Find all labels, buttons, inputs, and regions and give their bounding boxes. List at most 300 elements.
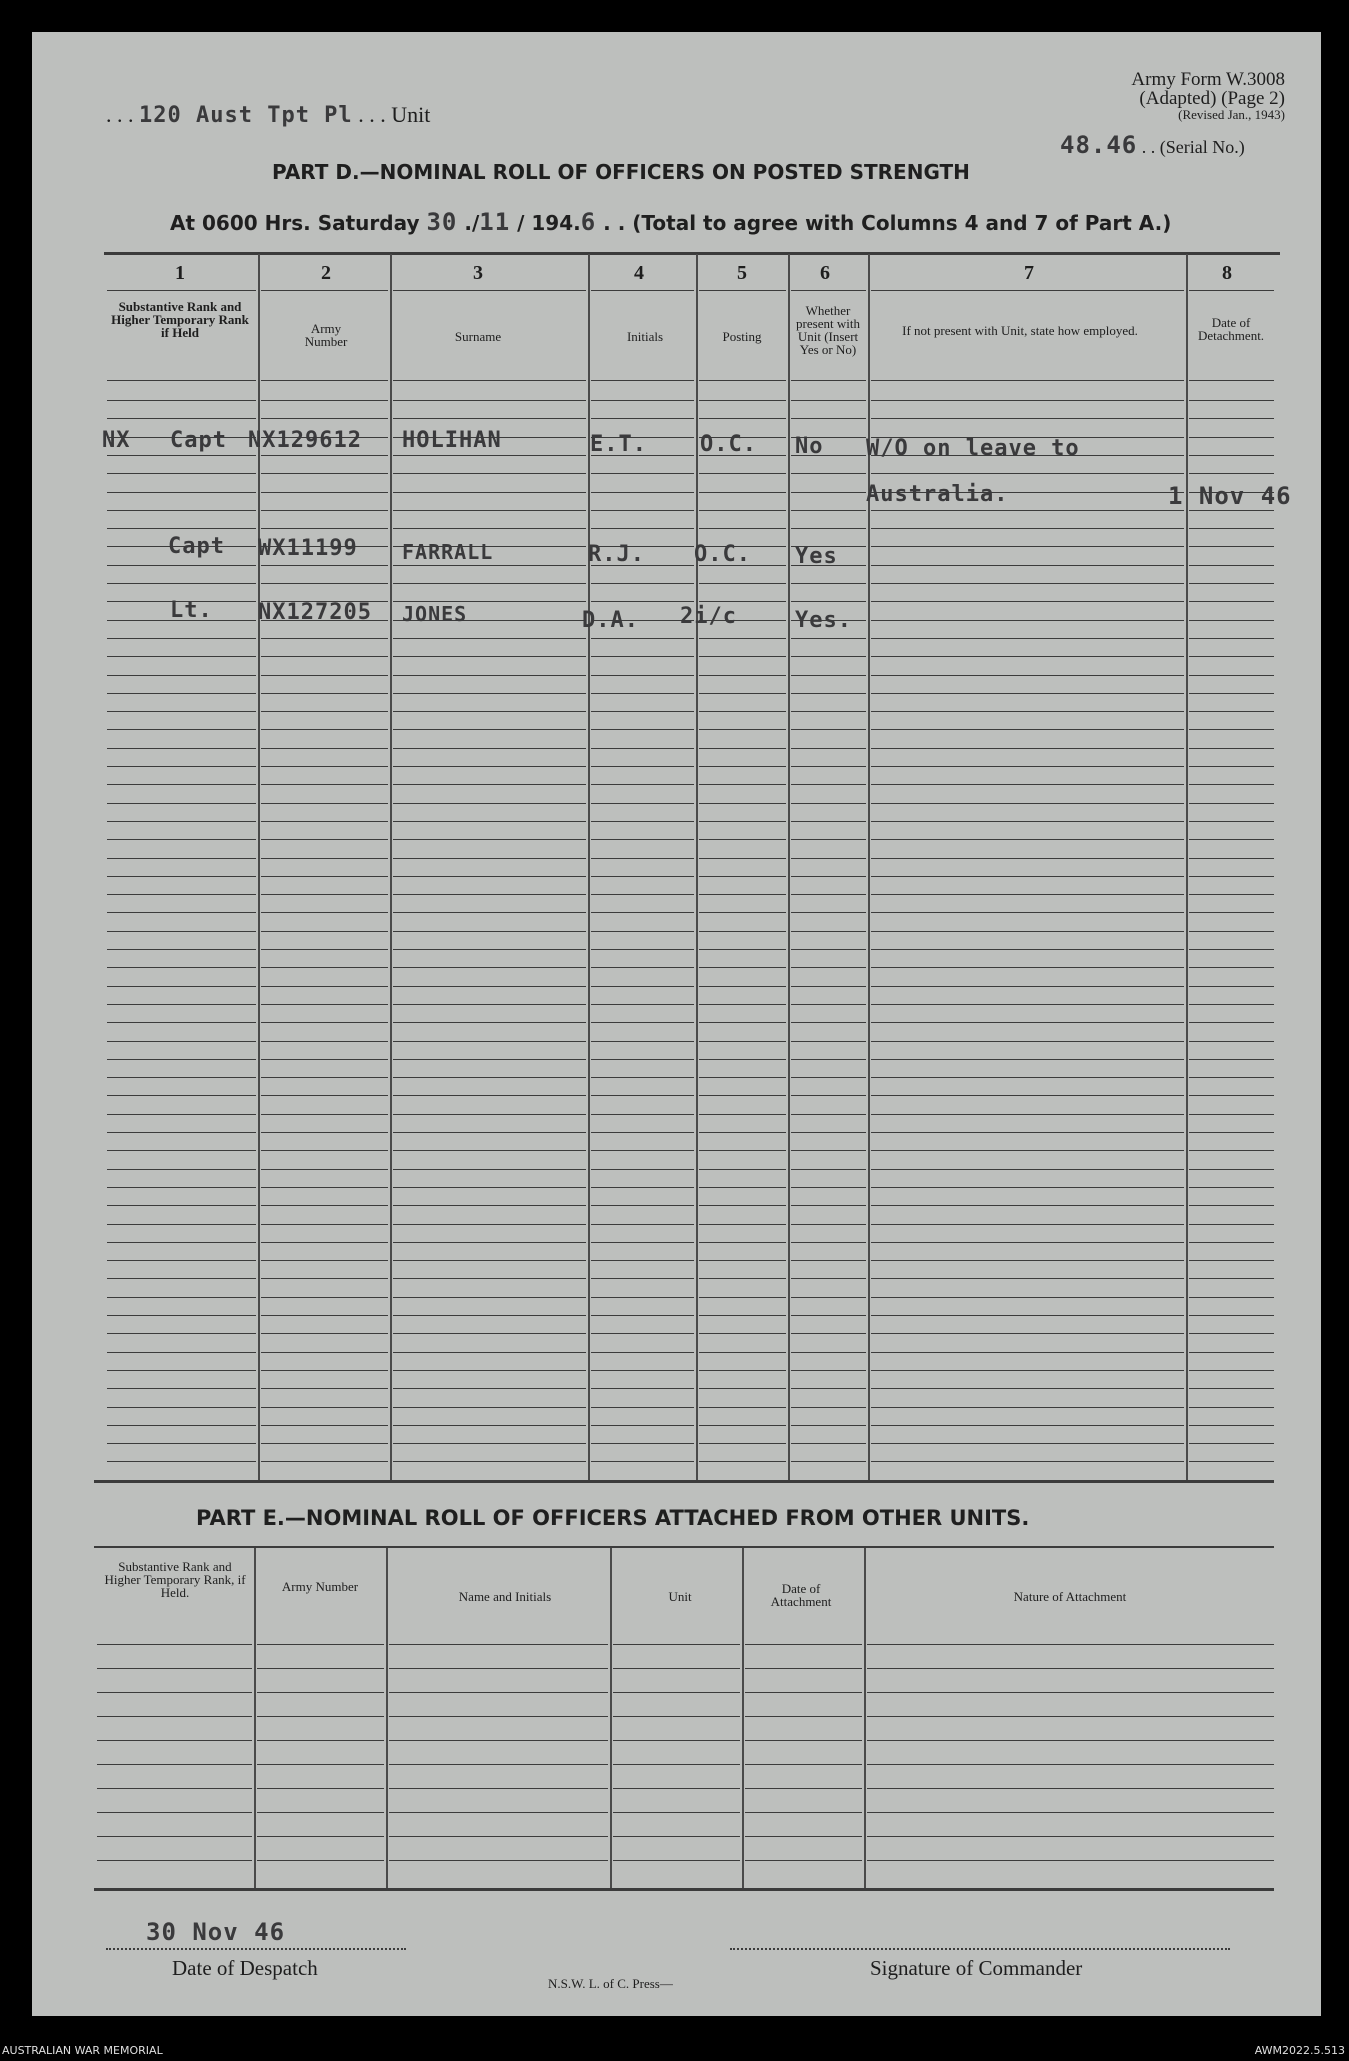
part-d-row-rule-58-seg-7 — [1189, 1461, 1274, 1462]
part-d-row-rule-56-seg-7 — [1189, 1425, 1274, 1426]
part-e-row-rule-1-seg-1 — [257, 1668, 384, 1669]
row-3-surname: FARRALL — [402, 540, 494, 564]
part-d-row-rule-25-seg-5 — [791, 858, 866, 859]
part-d-row-rule-33-seg-1 — [261, 1004, 388, 1005]
part-d-row-rule-7-seg-5 — [791, 528, 866, 529]
part-d-row-rule-22-seg-5 — [791, 803, 866, 804]
part-d-row-rule-53-seg-4 — [699, 1370, 786, 1371]
part-d-row-rule-27-seg-7 — [1189, 894, 1274, 895]
part-d-row-rule-5-seg-2 — [393, 492, 586, 493]
part-d-row-rule-42-seg-5 — [791, 1169, 866, 1170]
part-d-row-rule-58-seg-6 — [871, 1461, 1184, 1462]
part-d-row-rule-45-seg-7 — [1189, 1224, 1274, 1225]
part-d-row-rule-30-seg-2 — [393, 949, 586, 950]
part-e-row-rule-0-seg-0 — [97, 1644, 252, 1645]
part-d-row-rule-27-seg-6 — [871, 894, 1184, 895]
part-d-row-rule-30-seg-6 — [871, 949, 1184, 950]
part-d-row-rule-26-seg-2 — [393, 876, 586, 877]
part-d-row-rule-56-seg-5 — [791, 1425, 866, 1426]
part-d-row-rule-56-seg-3 — [591, 1425, 694, 1426]
part-d-row-rule-58-seg-0 — [107, 1461, 256, 1462]
row-4-present: Yes. — [795, 608, 852, 633]
col-header-employed: If not present with Unit, state how employed. — [902, 323, 1138, 338]
part-d-row-rule-1-seg-5 — [791, 418, 866, 419]
part-d-row-rule-57-seg-5 — [791, 1443, 866, 1444]
part-d-row-rule-16-seg-0 — [107, 693, 256, 694]
part-d-row-rule-53-seg-6 — [871, 1370, 1184, 1371]
row-1-prefix: NX — [102, 428, 131, 453]
part-d-row-rule-33-seg-0 — [107, 1004, 256, 1005]
row-3-initials: R.J. — [588, 542, 645, 567]
part-d-row-rule-27-seg-4 — [699, 894, 786, 895]
part-d-row-rule-23-seg-4 — [699, 821, 786, 822]
unit-line — [106, 102, 430, 128]
part-e-row-rule-9-seg-0 — [97, 1860, 252, 1861]
part-d-row-rule-24-seg-4 — [699, 839, 786, 840]
part-d-row-rule-15-seg-0 — [107, 675, 256, 676]
part-e-row-rule-5-seg-0 — [97, 1764, 252, 1765]
unit-label: . . . Unit — [358, 102, 431, 127]
part-d-row-rule-44-seg-6 — [871, 1205, 1184, 1206]
part-d-row-rule-30-seg-0 — [107, 949, 256, 950]
part-d-row-rule-50-seg-2 — [393, 1315, 586, 1316]
part-d-row-rule-18-seg-2 — [393, 729, 586, 730]
part-d-row-rule-29-seg-3 — [591, 931, 694, 932]
part-d-row-rule-44-seg-7 — [1189, 1205, 1274, 1206]
unit-prefix: . . . — [106, 102, 134, 127]
part-d-row-rule-41-seg-6 — [871, 1150, 1184, 1151]
part-d-row-rule-46-seg-2 — [393, 1242, 586, 1243]
part-d-row-rule-29-seg-6 — [871, 931, 1184, 932]
row-4-number: NX127205 — [258, 600, 372, 625]
part-d-row-rule-3-seg-1 — [261, 455, 388, 456]
row-1-initials: E.T. — [590, 432, 647, 457]
signature-dotted-line — [730, 1948, 1230, 1950]
part-d-row-rule-31-seg-7 — [1189, 967, 1274, 968]
part-d-row-rule-26-seg-7 — [1189, 876, 1274, 877]
date-month: 11 — [479, 208, 511, 236]
part-d-row-rule-18-seg-6 — [871, 729, 1184, 730]
part-e-row-rule-9-seg-3 — [613, 1860, 740, 1861]
part-d-row-rule-1-seg-3 — [591, 418, 694, 419]
part-d-row-rule-23-seg-3 — [591, 821, 694, 822]
part-d-row-rule-46-seg-6 — [871, 1242, 1184, 1243]
part-d-row-rule-49-seg-5 — [791, 1297, 866, 1298]
part-d-row-rule-24-seg-5 — [791, 839, 866, 840]
part-d-row-rule-43-seg-0 — [107, 1187, 256, 1188]
row-2-employed: Australia. — [866, 482, 1009, 507]
part-d-row-rule-52-seg-2 — [393, 1352, 586, 1353]
part-d-row-rule-47-seg-4 — [699, 1260, 786, 1261]
part-d-row-rule-20-seg-6 — [871, 766, 1184, 767]
part-d-row-rule-10-seg-1 — [261, 583, 388, 584]
part-d-row-rule-10-seg-4 — [699, 583, 786, 584]
part-d-row-rule-49-seg-2 — [393, 1297, 586, 1298]
part-d-row-rule-19-seg-1 — [261, 748, 388, 749]
part-d-row-rule-20-seg-3 — [591, 766, 694, 767]
part-d-row-rule-7-seg-6 — [871, 528, 1184, 529]
part-d-row-rule-37-seg-1 — [261, 1077, 388, 1078]
part-d-row-rule-23-seg-2 — [393, 821, 586, 822]
part-d-row-rule-52-seg-4 — [699, 1352, 786, 1353]
part-d-row-rule-55-seg-1 — [261, 1407, 388, 1408]
part-d-row-rule-51-seg-5 — [791, 1333, 866, 1334]
part-d-title: PART D.—NOMINAL ROLL OF OFFICERS ON POSTED STRENGTH — [272, 160, 970, 184]
part-d-row-rule-43-seg-2 — [393, 1187, 586, 1188]
part-d-row-rule-33-seg-4 — [699, 1004, 786, 1005]
part-d-row-rule-40-seg-2 — [393, 1132, 586, 1133]
part-d-row-rule-13-seg-4 — [699, 638, 786, 639]
part-d-row-rule-28-seg-6 — [871, 912, 1184, 913]
part-d-row-rule-11-seg-3 — [591, 601, 694, 602]
part-d-row-rule-0-seg-5 — [791, 400, 866, 401]
part-d-row-rule-54-seg-2 — [393, 1388, 586, 1389]
row-1-posting: O.C. — [700, 432, 757, 457]
part-d-header-rule-seg-3 — [591, 290, 694, 291]
part-d-row-rule-44-seg-1 — [261, 1205, 388, 1206]
part-d-row-rule-56-seg-4 — [699, 1425, 786, 1426]
part-d-row-rule-42-seg-0 — [107, 1169, 256, 1170]
part-d-row-rule-53-seg-3 — [591, 1370, 694, 1371]
part-d-row-rule-1-seg-6 — [871, 418, 1184, 419]
part-e-row-rule-5-seg-2 — [389, 1764, 608, 1765]
part-d-row-rule-19-seg-0 — [107, 748, 256, 749]
part-e-row-rule-6-seg-1 — [257, 1788, 384, 1789]
part-d-row-rule-52-seg-6 — [871, 1352, 1184, 1353]
part-d-row-rule-42-seg-1 — [261, 1169, 388, 1170]
part-d-row-rule-54-seg-7 — [1189, 1388, 1274, 1389]
part-d-row-rule-18-seg-4 — [699, 729, 786, 730]
part-d-row-rule-33-seg-3 — [591, 1004, 694, 1005]
part-d-row-rule-24-seg-6 — [871, 839, 1184, 840]
part-d-row-rule-58-seg-5 — [791, 1461, 866, 1462]
part-d-row-rule-51-seg-3 — [591, 1333, 694, 1334]
col-num-8: 8 — [1222, 262, 1232, 284]
part-e-row-rule-8-seg-4 — [745, 1836, 862, 1837]
part-d-row-rule-18-seg-1 — [261, 729, 388, 730]
part-d-row-rule-16-seg-3 — [591, 693, 694, 694]
part-d-row-rule-16-seg-4 — [699, 693, 786, 694]
part-d-row-rule-32-seg-4 — [699, 986, 786, 987]
part-d-row-rule-23-seg-5 — [791, 821, 866, 822]
part-e-row-rule-1-seg-5 — [867, 1668, 1274, 1669]
part-d-row-rule-6-seg-5 — [791, 510, 866, 511]
part-e-col-line-1 — [254, 1548, 256, 1888]
part-d-row-rule-33-seg-6 — [871, 1004, 1184, 1005]
row-4-posting: 2i/c — [680, 604, 737, 629]
signature-label: Signature of Commander — [870, 1956, 1083, 1980]
col-num-6: 6 — [820, 262, 830, 284]
part-d-row-rule-43-seg-6 — [871, 1187, 1184, 1188]
part-d-row-rule-44-seg-0 — [107, 1205, 256, 1206]
part-d-row-rule-38-seg-6 — [871, 1095, 1184, 1096]
part-d-row-rule-22-seg-7 — [1189, 803, 1274, 804]
part-d-row-rule-14-seg-7 — [1189, 656, 1274, 657]
part-d-row-rule-17-seg-0 — [107, 711, 256, 712]
part-d-row-rule-40-seg-1 — [261, 1132, 388, 1133]
part-d-col-line-2 — [390, 254, 392, 1480]
part-d-row-rule-44-seg-5 — [791, 1205, 866, 1206]
part-d-row-rule-39-seg-0 — [107, 1114, 256, 1115]
part-d-row-rule-51-seg-1 — [261, 1333, 388, 1334]
part-d-row-rule-22-seg-2 — [393, 803, 586, 804]
part-d-row-rule-33-seg-2 — [393, 1004, 586, 1005]
part-d-row-rule-37-seg-6 — [871, 1077, 1184, 1078]
part-d-row-rule-5-seg-1 — [261, 492, 388, 493]
part-d-row-rule-33-seg-7 — [1189, 1004, 1274, 1005]
row-2-date: 1 Nov 46 — [1168, 482, 1292, 510]
part-e-col-line-2 — [386, 1548, 388, 1888]
part-d-row-rule-43-seg-3 — [591, 1187, 694, 1188]
part-d-row-rule-25-seg-3 — [591, 858, 694, 859]
part-d-row-rule-51-seg-2 — [393, 1333, 586, 1334]
part-d-row-rule-43-seg-7 — [1189, 1187, 1274, 1188]
part-d-row-rule-39-seg-6 — [871, 1114, 1184, 1115]
part-d-row-rule-40-seg-7 — [1189, 1132, 1274, 1133]
part-d-row-rule-20-seg-5 — [791, 766, 866, 767]
part-d-row-rule-20-seg-1 — [261, 766, 388, 767]
row-3-present: Yes — [795, 544, 838, 569]
part-d-header-rule-seg-5 — [791, 290, 866, 291]
row-1-surname: HOLIHAN — [402, 428, 502, 453]
col-header-rank: Substantive Rank and Higher Temporary Rank if Held — [111, 299, 249, 340]
part-d-row-rule-10-seg-6 — [871, 583, 1184, 584]
part-d-row-rule-21-seg-4 — [699, 784, 786, 785]
part-d-row-rule-31-seg-0 — [107, 967, 256, 968]
row-4-initials: D.A. — [582, 608, 639, 633]
part-d-row-rule-29-seg-0 — [107, 931, 256, 932]
at-prefix: At 0600 Hrs. Saturday — [170, 211, 420, 235]
part-d-row-rule-35-seg-4 — [699, 1041, 786, 1042]
part-d-row-rule-45-seg-2 — [393, 1224, 586, 1225]
part-d-row-rule-50-seg-0 — [107, 1315, 256, 1316]
pe-header-army-number: Army Number — [281, 1579, 359, 1594]
part-d-row-rule-36-seg-2 — [393, 1059, 586, 1060]
part-d-row-rule-13-seg-5 — [791, 638, 866, 639]
part-d-row-rule-10-seg-2 — [393, 583, 586, 584]
part-d-row-rule-41-seg-4 — [699, 1150, 786, 1151]
part-d-row-rule-35-seg-3 — [591, 1041, 694, 1042]
part-d-row-rule-7-seg-3 — [591, 528, 694, 529]
part-d-row-rule-42-seg-4 — [699, 1169, 786, 1170]
part-d-row-rule-25-seg-7 — [1189, 858, 1274, 859]
row-3-number: WX11199 — [258, 536, 358, 561]
part-d-row-rule-54-seg-4 — [699, 1388, 786, 1389]
part-d-row-rule-51-seg-0 — [107, 1333, 256, 1334]
part-d-row-rule-1-seg-4 — [699, 418, 786, 419]
part-d-row-rule-25-seg-1 — [261, 858, 388, 859]
part-d-row-rule-9-seg-6 — [871, 565, 1184, 566]
part-d-row-rule-0-seg-3 — [591, 400, 694, 401]
col-header-initials: Initials — [626, 329, 664, 344]
part-d-row-rule-57-seg-0 — [107, 1443, 256, 1444]
part-e-row-rule-3-seg-3 — [613, 1716, 740, 1717]
part-d-row-rule-47-seg-1 — [261, 1260, 388, 1261]
part-e-row-rule-3-seg-1 — [257, 1716, 384, 1717]
part-d-row-rule-38-seg-5 — [791, 1095, 866, 1096]
part-e-col-line-5 — [864, 1548, 866, 1888]
col-num-1: 1 — [175, 262, 185, 284]
part-d-row-rule-6-seg-0 — [107, 510, 256, 511]
part-d-row-rule-9-seg-1 — [261, 565, 388, 566]
press-imprint: N.S.W. L. of C. Press— — [548, 1976, 673, 1991]
part-d-row-rule-49-seg-4 — [699, 1297, 786, 1298]
part-d-row-rule-51-seg-6 — [871, 1333, 1184, 1334]
part-e-row-rule-8-seg-2 — [389, 1836, 608, 1837]
part-e-row-rule-9-seg-2 — [389, 1860, 608, 1861]
part-d-row-rule-11-seg-5 — [791, 601, 866, 602]
part-d-row-rule-30-seg-4 — [699, 949, 786, 950]
part-d-row-rule-9-seg-2 — [393, 565, 586, 566]
part-d-date-line: At 0600 Hrs. Saturday 30 ./11 / 194.6 . . (Total to agree with Columns 4 and 7 of Part A.) — [170, 208, 1172, 236]
part-d-row-rule-7-seg-1 — [261, 528, 388, 529]
part-d-row-rule-43-seg-5 — [791, 1187, 866, 1188]
part-d-row-rule-14-seg-4 — [699, 656, 786, 657]
form-name: Army Form W.3008 — [1131, 69, 1285, 90]
part-d-row-rule-10-seg-5 — [791, 583, 866, 584]
part-d-row-rule-46-seg-0 — [107, 1242, 256, 1243]
col-num-4: 4 — [634, 262, 644, 284]
part-d-row-rule-32-seg-7 — [1189, 986, 1274, 987]
part-d-row-rule-36-seg-5 — [791, 1059, 866, 1060]
part-e-row-rule-5-seg-4 — [745, 1764, 862, 1765]
part-d-row-rule-18-seg-3 — [591, 729, 694, 730]
part-d-row-rule-21-seg-2 — [393, 784, 586, 785]
part-d-row-rule-21-seg-7 — [1189, 784, 1274, 785]
part-d-row-rule-15-seg-1 — [261, 675, 388, 676]
part-d-row-rule-17-seg-1 — [261, 711, 388, 712]
part-d-row-rule-17-seg-6 — [871, 711, 1184, 712]
part-d-row-rule-51-seg-4 — [699, 1333, 786, 1334]
part-e-row-rule-2-seg-3 — [613, 1692, 740, 1693]
part-e-row-rule-6-seg-3 — [613, 1788, 740, 1789]
part-e-row-rule-0-seg-2 — [389, 1644, 608, 1645]
part-d-row-rule-32-seg-6 — [871, 986, 1184, 987]
part-d-row-rule-52-seg-0 — [107, 1352, 256, 1353]
part-d-row-rule-39-seg-2 — [393, 1114, 586, 1115]
part-d-row-rule-19-seg-5 — [791, 748, 866, 749]
part-d-row-rule-50-seg-3 — [591, 1315, 694, 1316]
part-d-row-rule-41-seg-5 — [791, 1150, 866, 1151]
part-d-row-rule-52-seg-7 — [1189, 1352, 1274, 1353]
part-d-row-rule-35-seg-2 — [393, 1041, 586, 1042]
part-e-row-rule-0-seg-3 — [613, 1644, 740, 1645]
part-d-row-rule-35-seg-7 — [1189, 1041, 1274, 1042]
part-d-row-rule-35-seg-1 — [261, 1041, 388, 1042]
part-d-row-rule-7-seg-7 — [1189, 528, 1274, 529]
part-d-row-rule-21-seg-6 — [871, 784, 1184, 785]
part-d-row-rule-39-seg-5 — [791, 1114, 866, 1115]
part-d-row-rule-5-seg-0 — [107, 492, 256, 493]
part-d-row-rule-41-seg-7 — [1189, 1150, 1274, 1151]
part-d-row-rule-1-seg-1 — [261, 418, 388, 419]
col-num-5: 5 — [737, 262, 747, 284]
pe-header-rank: Substantive Rank and Higher Temporary Rank, if Held. — [104, 1559, 246, 1600]
part-d-row-rule-27-seg-1 — [261, 894, 388, 895]
part-d-row-rule-28-seg-7 — [1189, 912, 1274, 913]
date-year-digit: 6 — [580, 208, 597, 236]
part-e-row-rule-7-seg-1 — [257, 1812, 384, 1813]
part-d-row-rule-57-seg-4 — [699, 1443, 786, 1444]
part-d-row-rule-10-seg-0 — [107, 583, 256, 584]
part-d-row-rule-29-seg-4 — [699, 931, 786, 932]
part-d-row-rule-43-seg-4 — [699, 1187, 786, 1188]
part-d-row-rule-46-seg-7 — [1189, 1242, 1274, 1243]
part-d-row-rule-17-seg-4 — [699, 711, 786, 712]
part-d-row-rule-46-seg-3 — [591, 1242, 694, 1243]
part-d-row-rule-15-seg-4 — [699, 675, 786, 676]
col-header-surname: Surname — [454, 329, 502, 344]
part-d-header-base-seg-5 — [791, 380, 866, 381]
part-d-col-line-5 — [788, 254, 790, 1480]
part-e-row-rule-3-seg-2 — [389, 1716, 608, 1717]
part-d-row-rule-14-seg-2 — [393, 656, 586, 657]
part-d-row-rule-56-seg-2 — [393, 1425, 586, 1426]
part-d-row-rule-18-seg-0 — [107, 729, 256, 730]
part-d-header-base-seg-4 — [699, 380, 786, 381]
part-d-row-rule-31-seg-3 — [591, 967, 694, 968]
part-d-row-rule-55-seg-7 — [1189, 1407, 1274, 1408]
part-d-row-rule-47-seg-5 — [791, 1260, 866, 1261]
part-e-row-rule-5-seg-3 — [613, 1764, 740, 1765]
part-d-row-rule-1-seg-2 — [393, 418, 586, 419]
part-d-row-rule-49-seg-1 — [261, 1297, 388, 1298]
part-d-header-base-seg-0 — [107, 380, 256, 381]
part-d-row-rule-29-seg-2 — [393, 931, 586, 932]
part-d-row-rule-55-seg-2 — [393, 1407, 586, 1408]
part-d-row-rule-13-seg-7 — [1189, 638, 1274, 639]
part-d-row-rule-28-seg-5 — [791, 912, 866, 913]
part-d-row-rule-40-seg-6 — [871, 1132, 1184, 1133]
part-d-row-rule-17-seg-3 — [591, 711, 694, 712]
part-d-row-rule-49-seg-3 — [591, 1297, 694, 1298]
part-d-row-rule-56-seg-0 — [107, 1425, 256, 1426]
part-d-row-rule-0-seg-1 — [261, 400, 388, 401]
part-d-row-rule-48-seg-0 — [107, 1278, 256, 1279]
part-d-row-rule-20-seg-2 — [393, 766, 586, 767]
part-d-row-rule-50-seg-7 — [1189, 1315, 1274, 1316]
part-d-row-rule-55-seg-4 — [699, 1407, 786, 1408]
part-d-row-rule-4-seg-4 — [699, 473, 786, 474]
part-d-row-rule-20-seg-0 — [107, 766, 256, 767]
part-d-row-rule-49-seg-6 — [871, 1297, 1184, 1298]
part-d-row-rule-25-seg-0 — [107, 858, 256, 859]
part-d-row-rule-13-seg-3 — [591, 638, 694, 639]
part-d-row-rule-40-seg-5 — [791, 1132, 866, 1133]
part-d-row-rule-3-seg-7 — [1189, 455, 1274, 456]
part-d-row-rule-18-seg-7 — [1189, 729, 1274, 730]
part-e-row-rule-4-seg-3 — [613, 1740, 740, 1741]
part-d-row-rule-54-seg-5 — [791, 1388, 866, 1389]
part-d-row-rule-1-seg-0 — [107, 418, 256, 419]
part-d-row-rule-29-seg-1 — [261, 931, 388, 932]
part-d-row-rule-45-seg-0 — [107, 1224, 256, 1225]
part-e-row-rule-6-seg-4 — [745, 1788, 862, 1789]
part-d-row-rule-9-seg-0 — [107, 565, 256, 566]
part-d-row-rule-13-seg-2 — [393, 638, 586, 639]
part-d-row-rule-25-seg-4 — [699, 858, 786, 859]
part-d-row-rule-30-seg-1 — [261, 949, 388, 950]
part-d-row-rule-43-seg-1 — [261, 1187, 388, 1188]
part-d-row-rule-22-seg-4 — [699, 803, 786, 804]
part-d-row-rule-31-seg-6 — [871, 967, 1184, 968]
part-e-row-rule-4-seg-0 — [97, 1740, 252, 1741]
part-d-row-rule-39-seg-7 — [1189, 1114, 1274, 1115]
part-d-row-rule-42-seg-7 — [1189, 1169, 1274, 1170]
part-d-row-rule-8-seg-7 — [1189, 546, 1274, 547]
part-d-row-rule-20-seg-7 — [1189, 766, 1274, 767]
part-d-row-rule-12-seg-7 — [1189, 620, 1274, 621]
